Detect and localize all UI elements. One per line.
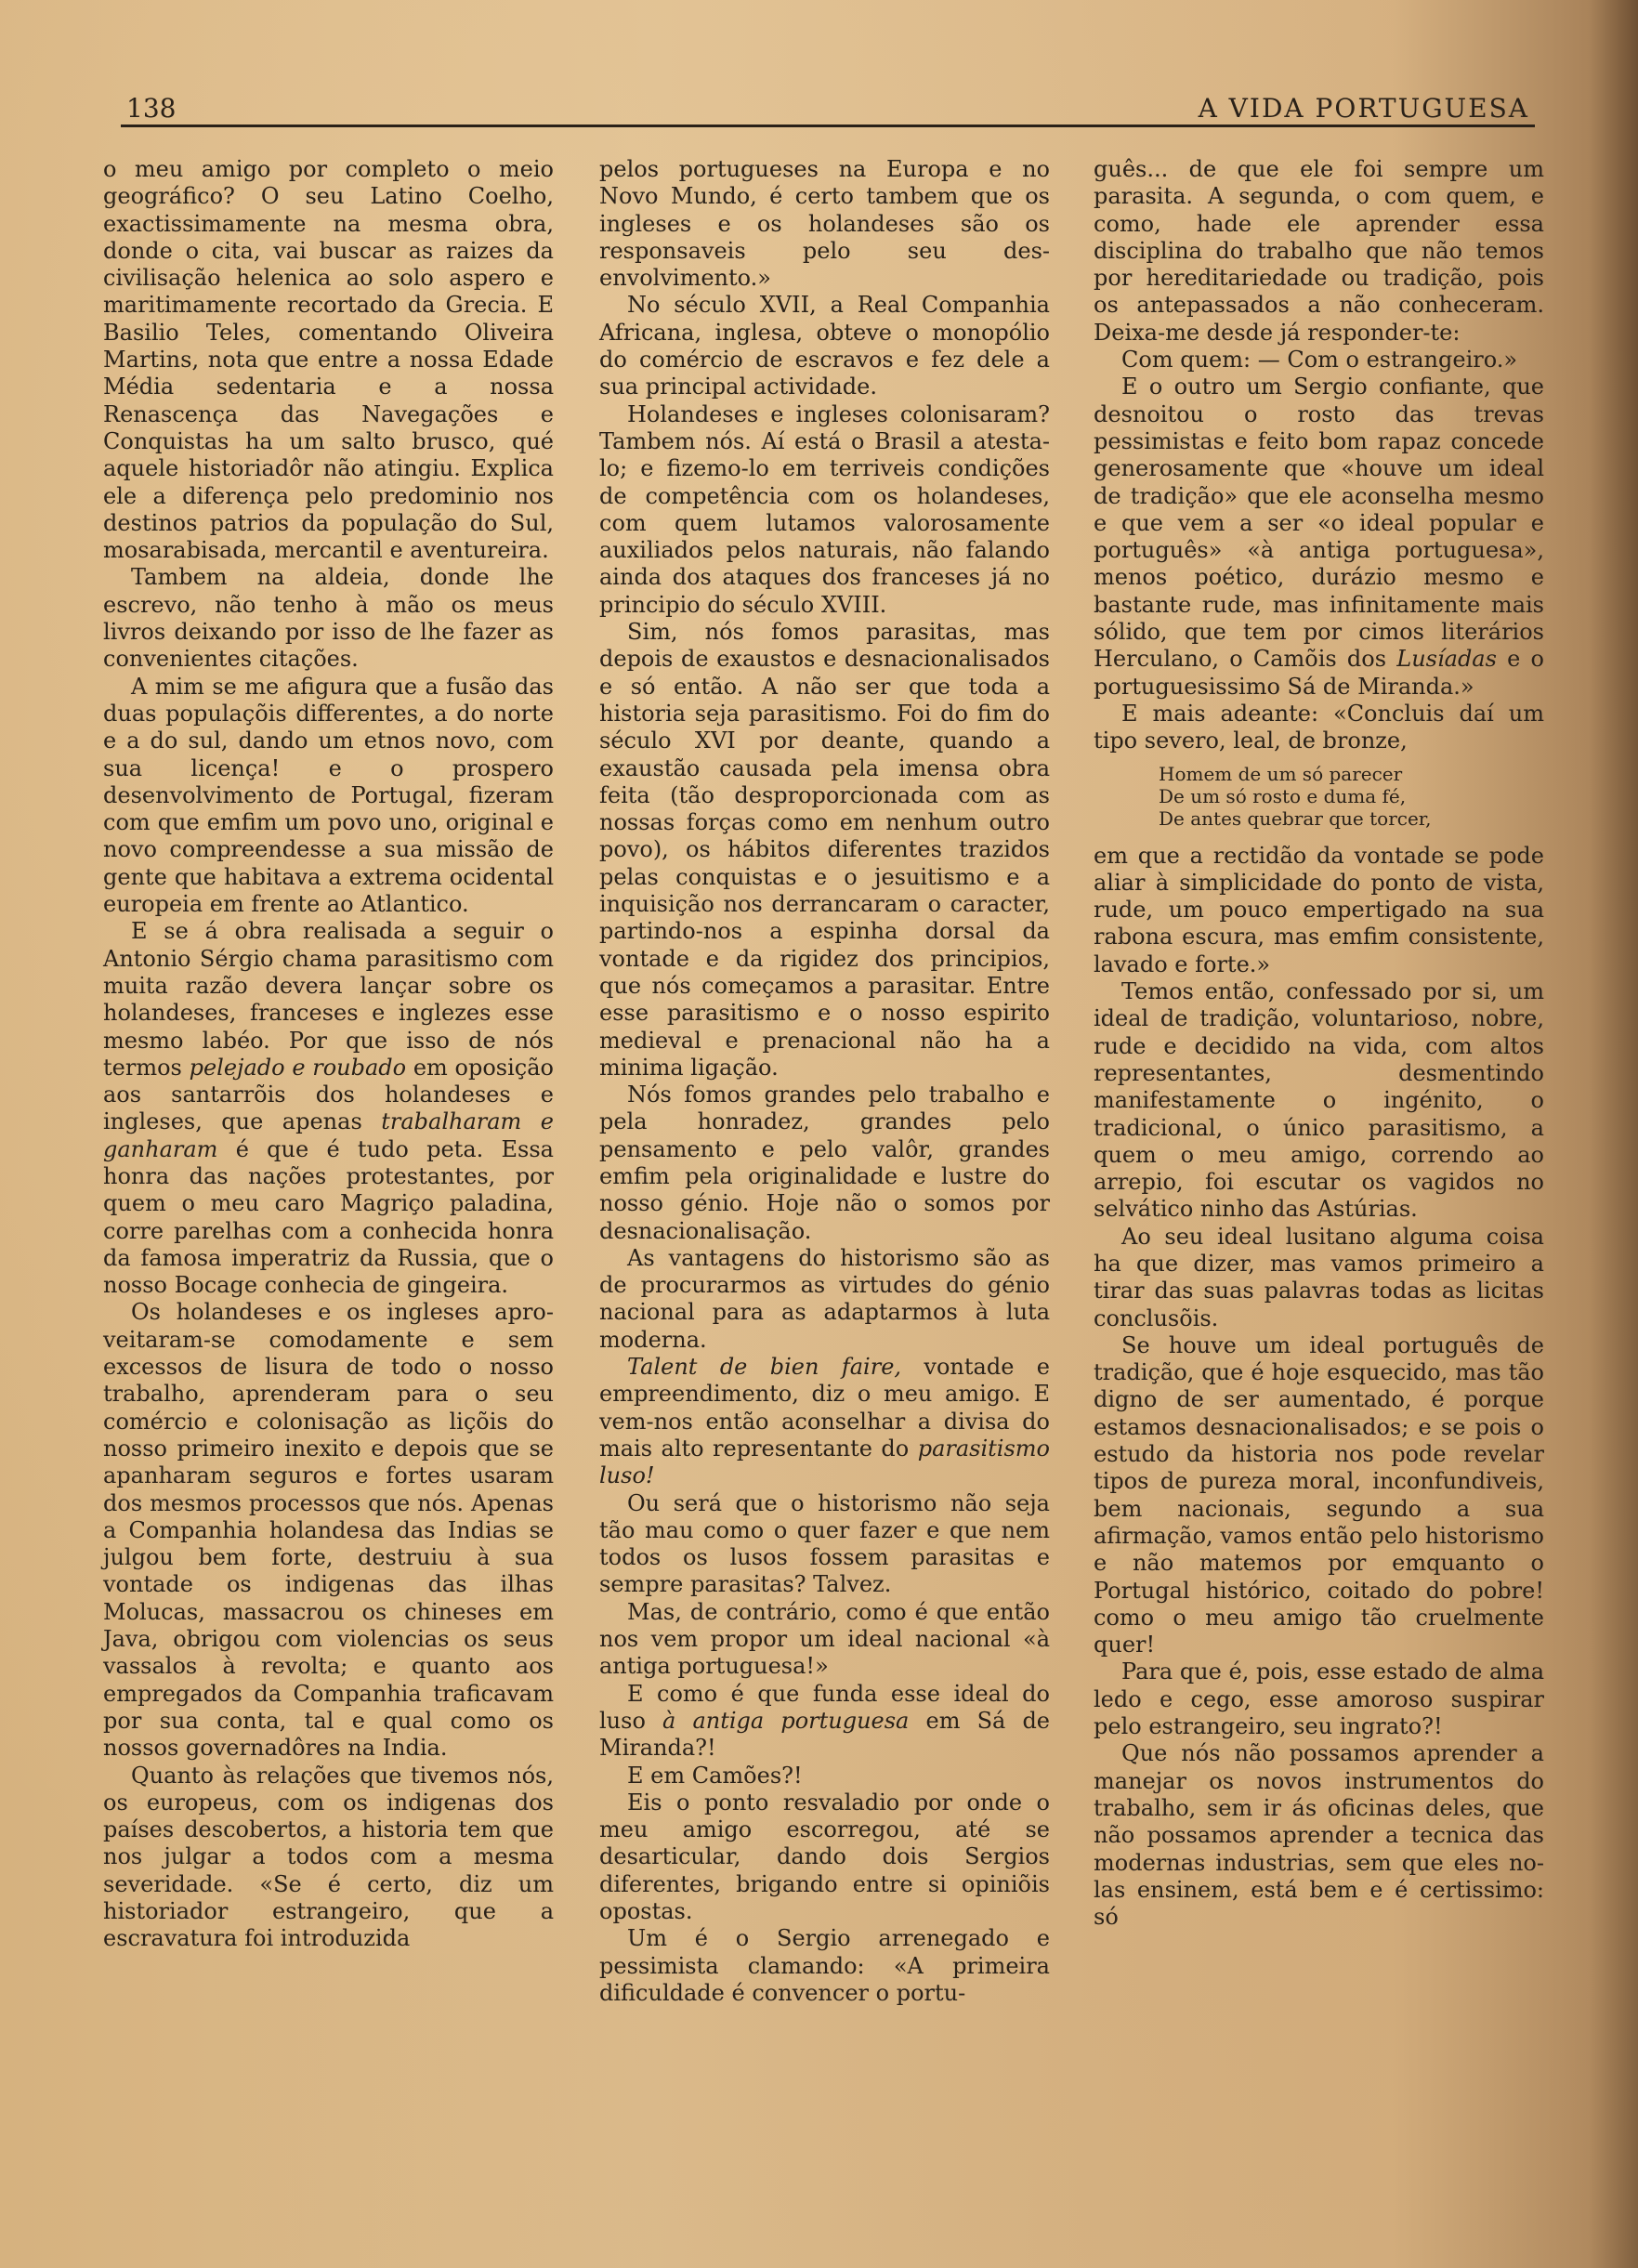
paragraph (599, 1681, 1050, 1763)
header-rule (121, 125, 1535, 127)
paragraph (599, 1763, 1050, 1789)
italic-text: trabalharam e ganharam (103, 1108, 554, 1162)
text-run: Tambem na aldeia, donde lhe escrevo, não tenho à mão os meus livros deixando por isso de lhe fazer as convenientes citações. (103, 564, 554, 673)
text-run: A mim se me afigura que a fusão das duas populaçõis differentes, a do norte e a do sul, dando um etnos novo, com sua licença! e o prospero desenvolvimento de Portugal, fizeram com que emfim um povo uno, original e novo compreendesse a sua missão de gente que habitava a extrema ocidental europeia em frente ao Atlantico. (103, 673, 554, 918)
text-column-3 (1094, 156, 1544, 1931)
paragraph (1094, 701, 1544, 755)
paragraph (1094, 1224, 1544, 1332)
paragraph (103, 1299, 554, 1762)
paragraph (1094, 978, 1544, 1224)
paragraph (103, 674, 554, 919)
text-run: Os holandeses e os ingleses aproveitaram-se comodamente e sem excessos de lisura de todo o nosso trabalho, aprenderam para o seu comércio e colonisação as liçõis do nosso primeiro inexito e depois que se apanharam seguros e fortes usaram dos mesmos processos que nós. Apenas a Companhia holandesa das Indias se julgou bem forte, destruiu à sua vontade os indigenas das ilhas Molucas, massacrou os chineses em Java, obrigou com violencias os seus vassalos à revolta; e quanto aos empregados da Companhia traficavam por sua conta, tal e qual como os nossos governadôres na India. (103, 1299, 554, 1762)
text-run: No século XVII, a Real Companhia Africana, inglesa, obteve o monopólio do comércio de escravos e fez dele a sua principal actividade. (599, 292, 1050, 400)
running-title: A VIDA PORTUGUESA (1198, 93, 1529, 124)
text-run: em Sá de Miranda?! (599, 1707, 1051, 1762)
text-run: Holandeses e ingleses colonisaram? Tambem nós. Aí está o Brasil a atesta-lo; e fizemo-lo em terriveis condições de competência com os holandeses, com quem lutamos valorosamente auxiliados pelos naturais, não falando ainda dos ataques dos franceses já no principio do século XVIII. (599, 400, 1050, 618)
text-run: Eis o ponto resvaladio por onde o meu amigo escorregou, até se desarticular, dando dois Sergios diferentes, brigando entre si opiniõis opostas. (599, 1789, 1050, 1924)
text-run: E como é que funda esse ideal do luso (599, 1680, 1050, 1734)
italic-text: Talent de bien faire, (627, 1354, 902, 1381)
text-run: Para que é, pois, esse estado de alma ledo e cego, esse amoroso suspirar pelo estrangeiro, seu ingrato?! (1094, 1658, 1544, 1740)
paragraph (599, 1354, 1050, 1489)
paragraph (1094, 1332, 1544, 1659)
paragraph (103, 918, 554, 1299)
text-run: guês... de que ele foi sempre um parasita. A segunda, o com quem, e como, hade ele aprender essa disciplina do trabalho que não temos por hereditariedade ou tradição, pois os antepassados a não conheceram. Deixa-me desde já responder-te: (1094, 156, 1544, 346)
paragraph (1094, 843, 1544, 978)
text-run: Temos então, confessado por si, um ideal de tradição, voluntarioso, nobre, rude e decidido na vida, com altos representantes, desmentindo manifestamente o ingénito, o tradicional, o único parasitismo, a quem o meu amigo, correndo ao arrepio, foi escutar os vagidos no selvático ninho das Astúrias. (1094, 978, 1544, 1223)
text-run: Se houve um ideal português de tradição, que é hoje esquecido, mas tão digno de ser aumentado, é porque estamos desnacionalisados; e se pois o estudo da historia nos pode revelar tipos de pureza moral, inconfundiveis, bem nacionais, segundo a sua afirmação, vamos então pelo historismo e não matemos por emquanto o Portugal histórico, coitado do pobre! como o meu amigo tão cruelmente quer! (1094, 1331, 1544, 1658)
paragraph (1094, 156, 1544, 347)
text-column-2 (599, 156, 1050, 2007)
text-run: vontade e empreendimento, diz o meu amigo. E vem-nos então aconselhar a divisa do mais alto representante do (599, 1354, 1050, 1462)
paragraph (599, 619, 1050, 1082)
paragraph (1094, 1740, 1544, 1931)
paragraph (599, 292, 1050, 400)
text-run: Ou será que o historismo não seja tão mau como o quer fazer e que nem todos os lusos fossem parasitas e sempre parasitas? Talvez. (599, 1489, 1050, 1598)
paragraph (599, 156, 1050, 292)
paragraph (599, 1925, 1050, 2007)
paragraph (1094, 374, 1544, 701)
paragraph (1094, 1658, 1544, 1740)
paragraph (1094, 347, 1544, 374)
text-run: Que nós não possamos aprender a manejar os novos instrumentos do trabalho, sem ir ás oficinas deles, que não possamos aprender a tecnica das modernas industrias, sem que eles no-las ensinem, está bem e é certissimo: só (1094, 1740, 1544, 1931)
text-run: E o outro um Sergio confiante, que desnoitou o rosto das trevas pessimistas e feito bom rapaz concede generosamente que «houve um ideal de tradição» que ele aconselha mesmo e que vem a ser «o ideal popular e português» «à antiga portuguesa», menos poético, durázio mesmo e bastante rude, mas infinitamente mais sólido, que tem por cimos literários Herculano, o Camõis dos (1094, 374, 1544, 673)
paragraph (599, 1245, 1050, 1354)
paragraph (103, 1763, 554, 1953)
text-run: em que a rectidão da vontade se pode aliar à simplicidade do ponto de vista, rude, um pouco empertigado na sua rabona escura, mas emfim consistente, lavado e forte.» (1094, 842, 1544, 977)
text-run: As vantagens do historismo são as de procurarmos as virtudes do génio nacional para as adaptarmos à luta moderna. (599, 1244, 1050, 1353)
italic-text: parasitismo luso! (599, 1435, 1050, 1489)
text-run: e o portuguesissimo Sá de Miranda.» (1094, 646, 1544, 700)
text-run: em oposição aos santarrõis dos holandeses e ingleses, que apenas (103, 1054, 554, 1135)
text-run: é que é tudo peta. Essa honra das nações protestantes, por quem o meu caro Magriço paladina, corre parelhas com a conhecida honra da famosa imperatriz da Russia, que o nosso Bocage conhecia de gingeira. (103, 1135, 554, 1299)
text-run: E mais adeante: «Concluis daí um tipo severo, leal, de bronze, (1094, 700, 1544, 754)
text-run: Quanto às relações que tivemos nós, os europeus, com os indigenas dos países descobertos, a historia tem que nos julgar a todos com a mesma severidade. «Se é certo, diz um historiador estrangeiro, que a escravatura foi introduzida (103, 1762, 554, 1952)
italic-text: Lusíadas (1396, 646, 1497, 673)
paragraph (599, 1789, 1050, 1925)
text-run: Mas, de contrário, como é que então nos vem propor um ideal nacional «à antiga portuguesa!» (599, 1598, 1050, 1680)
verse-line: De antes quebrar que torcer, (1159, 806, 1432, 830)
page-number: 138 (126, 93, 177, 124)
paragraph (103, 564, 554, 673)
text-run: Com quem: — Com o estrangeiro.» (1121, 347, 1518, 374)
paragraph (103, 156, 554, 564)
italic-text: pelejado e roubado (189, 1054, 407, 1081)
verse-line: De um só rosto e duma fé, (1159, 784, 1407, 807)
text-run: Ao seu ideal lusitano alguma coisa ha que dizer, mas vamos primeiro a tirar das suas palavras todas as licitas conclusõis. (1094, 1223, 1544, 1331)
text-run: pelos portugueses na Europa e no Novo Mundo, é certo tambem que os ingleses e os holandeses são os responsaveis pelo seu desenvolvimento.» (599, 156, 1050, 292)
text-run: Nós fomos grandes pelo trabalho e pela honradez, grandes pelo pensamento e pelo valôr, grandes emfim pela originalidade e lustre do nosso génio. Hoje não o somos por desnacionalisação. (599, 1082, 1050, 1244)
verse-quote (1159, 763, 1544, 830)
text-run: o meu amigo por completo o meio geográfico? O seu Latino Coelho, exactissimamente na mesma obra, donde o cita, vai buscar as raizes da civilisação helenica ao solo aspero e maritimamente recortado da Grecia. E Basilio Teles, comentando Oliveira Martins, nota que entre a nossa Edade Média sedentaria e a nossa Renascença das Navegações e Conquistas ha um salto brusco, qué aquele historiadôr não atingiu. Explica ele a diferença pelo predominio nos destinos patrios da população do Sul, mosarabisada, mercantil e aventureira. (103, 156, 554, 564)
paragraph (599, 401, 1050, 619)
verse-line: Homem de um só parecer (1159, 762, 1403, 785)
italic-text: à antiga portuguesa (662, 1707, 910, 1734)
paragraph (599, 1490, 1050, 1599)
text-run: Um é o Sergio arrenegado e pessimista clamando: «A primeira dificuldade é convencer o portu- (599, 1925, 1050, 2006)
text-run: Sim, nós fomos parasitas, mas depois de exaustos e desnacionalisados e só então. A não ser que toda a historia seja parasitismo. Foi do fim do século XVI por deante, quando a exaustão causada pela imensa obra feita (tão desproporcionada com as nossas forças como em nenhum outro povo), os hábitos diferentes trazidos pelas conquistas e o jesuitismo e a inquisição nos derrancaram o caracter, partindo-nos a espinha dorsal da vontade e da rigidez dos principios, que nós começamos a parasitar. Entre esse parasitismo e o nosso espirito medieval e prenacional não ha a minima ligação. (599, 619, 1050, 1081)
text-run: E em Camões?! (627, 1762, 803, 1789)
paragraph (599, 1599, 1050, 1681)
text-column-1 (103, 156, 554, 1953)
paragraph (599, 1082, 1050, 1245)
text-run: E se á obra realisada a seguir o Antonio Sérgio chama parasitismo com muita razão devera lançar sobre os holandeses, franceses e inglezes esse mesmo labéo. Por que isso de nós termos (103, 918, 554, 1081)
